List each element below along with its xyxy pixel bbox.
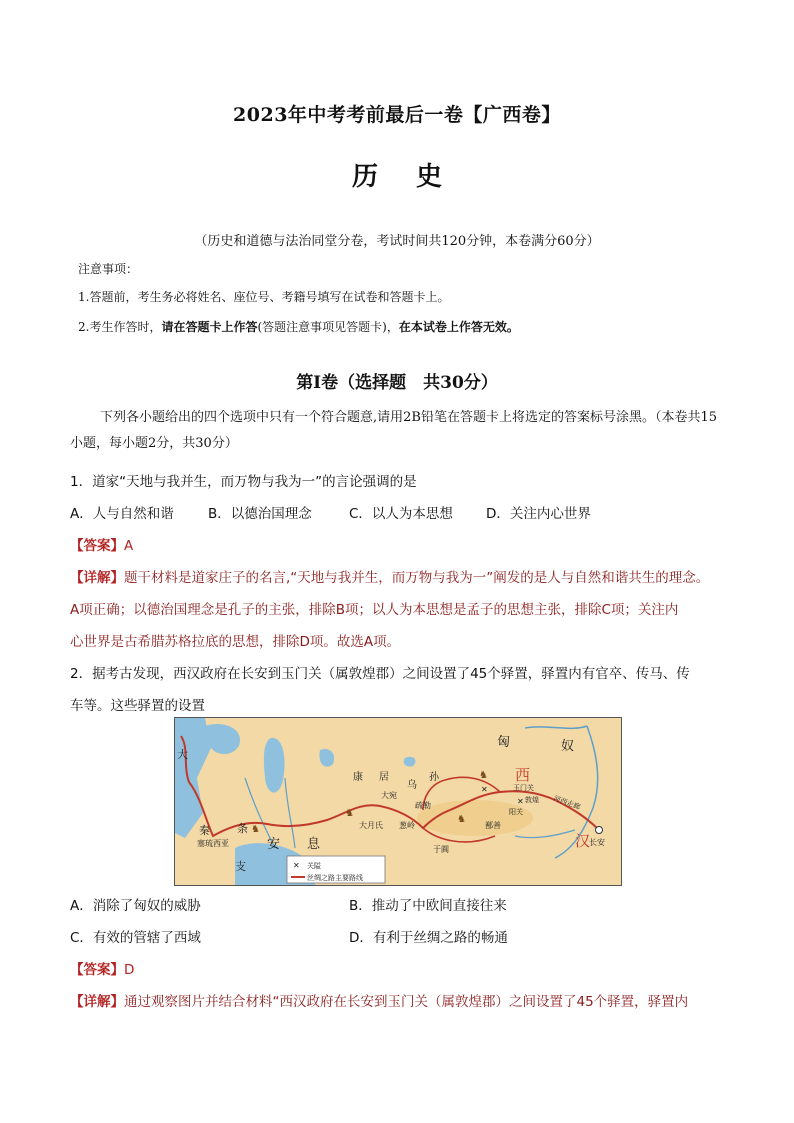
label-dayuezhi: 大月氏: [359, 821, 383, 830]
exam-title: 2023年中考考前最后一卷【广西卷】: [233, 104, 561, 126]
legend-pass-label: 关隘: [307, 862, 321, 870]
camel-icon: ♞: [251, 824, 260, 835]
label-congling: 葱岭: [399, 821, 415, 830]
label-wu: 乌: [407, 780, 417, 791]
label-xi-han-west: 西: [515, 766, 531, 784]
label-yangguan: 阳关: [509, 808, 523, 816]
legend-pass-icon: ✕: [293, 861, 300, 870]
section-title: 第Ⅰ卷（选择题 共30分）: [296, 373, 498, 393]
label-zhi: 支: [235, 860, 246, 873]
q2-detail-text: 通过观察图片并结合材料“西汉政府在长安到玉门关（属敦煌郡）之间设置了45个驿置，驿置内: [124, 994, 689, 1010]
q1-detail-line-3: 心世界是古希腊苏格拉底的思想，排除D项。故选A项。: [70, 634, 401, 650]
note-2-mid: (答题注意事项见答题卡)，: [257, 320, 399, 334]
changan-marker: [596, 827, 603, 834]
caspian-sea: [264, 738, 285, 793]
notes-title: 注意事项：: [78, 262, 139, 276]
label-kang: 康: [353, 772, 363, 783]
subject-title: 历史: [351, 162, 480, 192]
label-ju: 居: [379, 772, 389, 783]
pass-icon: ✕: [517, 797, 524, 806]
q2-answer-value: D: [124, 962, 135, 978]
label-shule: 疏勒: [415, 801, 431, 810]
label-seleucid: 塞琉西亚: [197, 839, 229, 848]
exam-info: （历史和道德与法治同堂分卷，考试时间共120分钟，本卷满分60分）: [194, 234, 600, 249]
q1-answer-value: A: [124, 538, 134, 554]
silk-road-map-graphic: [175, 718, 621, 885]
q1-answer-tag: 【答案】: [70, 538, 124, 554]
q1-answer: [70, 534, 133, 554]
note-1: 1.答题前，考生务必将姓名、座位号、考籍号填写在试卷和答题卡上。: [78, 290, 450, 304]
label-xiongnu-a: 匈: [497, 735, 511, 750]
label-sun: 孙: [429, 772, 439, 783]
label-shanshan: 鄯善: [485, 821, 501, 830]
q1-option-c: C．以人为本思想: [349, 506, 453, 522]
q1-detail-tag: 【详解】: [70, 570, 124, 586]
camel-icon: ♞: [457, 814, 466, 825]
note-2-bold-2: 在本试卷上作答无效。: [398, 320, 519, 334]
q1-detail-line-2: A项正确；以德治国理念是孔子的主张，排除B项；以人为本思想是孟子的思想主张，排除C项；关注内: [70, 602, 679, 618]
q1-option-b: B．以德治国理念: [208, 506, 312, 522]
q2-option-a: A．消除了匈奴的威胁: [70, 898, 201, 914]
q2-option-c: C．有效的管辖了西域: [70, 930, 201, 946]
label-da: 大: [177, 748, 188, 761]
label-an: 安: [267, 837, 281, 852]
section-intro: 下列各小题给出的四个选项中只有一个符合题意,请用2B铅笔在答题卡上将选定的答案标号涂黑。（本卷共15小题，每小题2分，共30分）: [70, 410, 717, 451]
label-tiao: 条: [237, 822, 248, 835]
q1-option-d: D．关注内心世界: [486, 506, 591, 522]
q2-stem-line-1: 2．据考古发现，西汉政府在长安到玉门关（属敦煌郡）之间设置了45个驿置，驿置内有官卒、传马、传: [70, 666, 690, 682]
note-2: [78, 318, 519, 335]
label-yumenguan: 玉门关: [513, 784, 534, 792]
q1-option-a: A．人与自然和谐: [70, 506, 174, 522]
q2-stem-line-2: 车等。这些驿置的设置: [70, 698, 205, 714]
note-2-prefix: 2.考生作答时，: [78, 320, 162, 334]
q2-answer: [70, 958, 134, 978]
pass-icon: ✕: [481, 785, 488, 794]
label-han: 汉: [575, 832, 591, 850]
camel-icon: ♞: [479, 770, 488, 781]
label-xiongnu-b: 奴: [561, 739, 575, 754]
lake: [404, 757, 416, 767]
label-changan: 长安: [589, 838, 605, 847]
q1-detail-text-1: 题干材料是道家庄子的名言,“天地与我并生，而万物与我为一”阐发的是人与自然和谐共生的理念。: [124, 570, 710, 586]
label-dunhuang: 敦煌: [525, 796, 539, 804]
label-yutian: 于阗: [433, 845, 449, 854]
q2-option-d: D．有利于丝绸之路的畅通: [349, 930, 508, 946]
label-xi: 息: [307, 837, 321, 852]
camel-icon: ♞: [345, 808, 354, 819]
q1-stem: 1．道家“天地与我并生，而万物与我为一”的言论强调的是: [70, 474, 417, 490]
label-hexi: 河西走廊: [552, 794, 582, 812]
label-dayuan: 大宛: [381, 791, 397, 800]
map-legend: [287, 856, 385, 883]
q2-detail-line-1: [70, 990, 688, 1010]
q2-answer-tag: 【答案】: [70, 962, 124, 978]
q2-detail-tag: 【详解】: [70, 994, 124, 1010]
label-qin: 秦: [199, 824, 210, 837]
note-2-bold-1: 请在答题卡上作答: [161, 320, 258, 334]
silk-road-map: [174, 717, 622, 886]
q2-option-b: B．推动了中欧间直接往来: [349, 898, 507, 914]
q1-detail-line-1: [70, 566, 709, 586]
legend-route-label: 丝绸之路主要路线: [307, 874, 363, 882]
